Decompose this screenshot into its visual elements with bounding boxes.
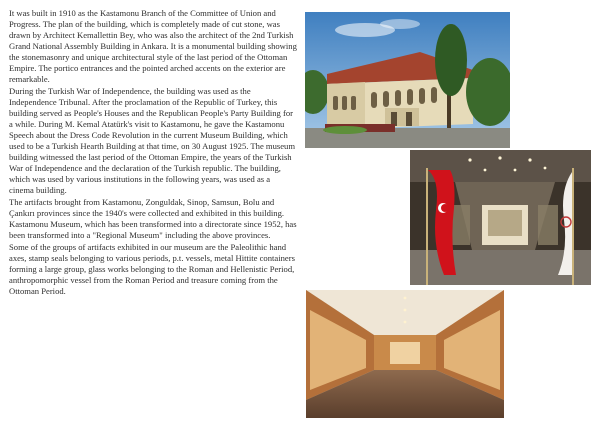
- museum-interior-flags-photo: [410, 150, 591, 285]
- paragraph-artifacts: Some of the groups of artifacts exhibited in our museum are the Paleolithic hand axes, stamp seals belonging to various periods, p.t. vessels, metal Hittite containers forming a large group, glass works belonging to the Roman and Hellenistic Period, anthropomorphic vessel from the Roman Period and treasure coming from the Ottoman Period.: [9, 242, 295, 296]
- museum-exterior-photo: [305, 12, 510, 148]
- paragraph-war-of-independence: During the Turkish War of Independence, the building was used as the Independence Tribunal. After the proclamation of the Republic of Turkey, this building served as People's Houses and the Republican People's Party Building for a while. During M. Kemal Atatürk's visit to Kastamonu, he gave the Kastamonu Speech about the Dress Code Revolution in the current Museum Building, which used to be a Turkish Hearth Building at that time, on 30 August 1925. The museum building witnessed the last period of the Ottoman Empire, the years of the Turkish War of Independence and the declaration of the Turkish republic. The building, which was used by various institutions in the following years, was used as a cinema building.: [9, 86, 296, 195]
- paragraph-regional-museum: The artifacts brought from Kastamonu, Zonguldak, Sinop, Samsun, Bolu and Çankırı provinces since the 1940's were collected and exhibited in this building. Kastamonu Museum, which has been transformed into a directorate since 1952, has been transformed into a "Regional Museum" including the above provinces.: [9, 197, 297, 240]
- museum-gallery-photo: [306, 290, 504, 418]
- article-text: [9, 8, 297, 298]
- paragraph-history: It was built in 1910 as the Kastamonu Branch of the Committee of Union and Progress. The plan of the building, which is completely made of cut stone, was drawn by Architect Kemallettin Bey, who was also the architect of the 2nd Turkish Grand National Assembly Building in Ankara. It is a monumental building showing the stonemasonry and unique architectural style of the last period of the Ottoman Empire. The portico entrances and the pointed arched accents on the exterior are remarkable.: [9, 8, 297, 84]
